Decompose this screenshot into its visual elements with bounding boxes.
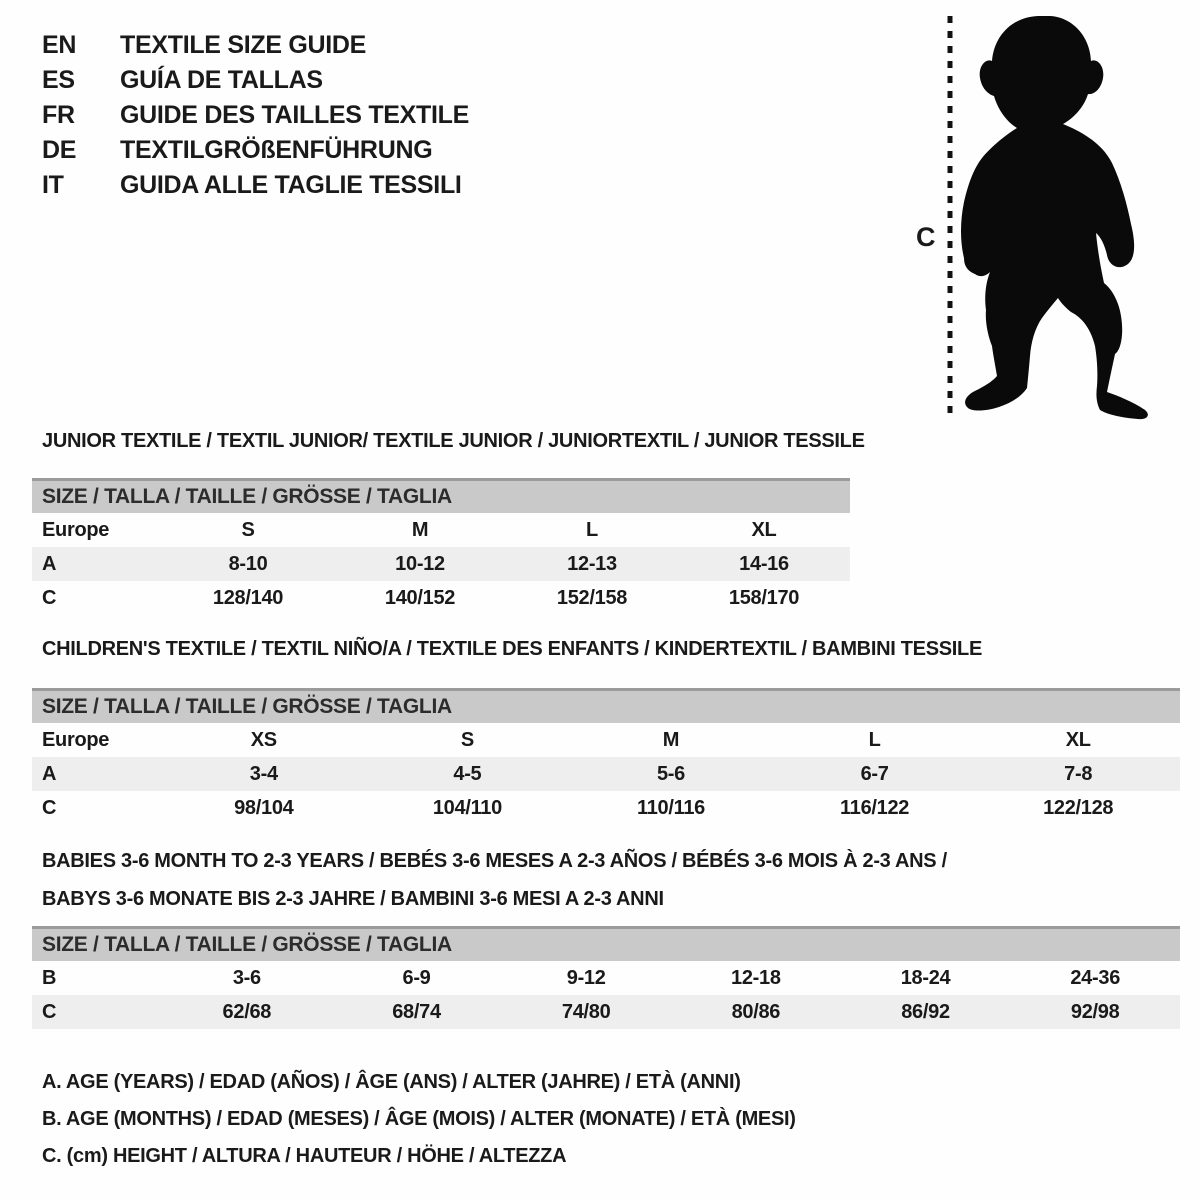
- row-label: A: [42, 553, 57, 575]
- table-row: [32, 791, 1180, 825]
- row-label: Europe: [42, 519, 110, 541]
- table-cell: 18-24: [900, 967, 951, 989]
- table-cell: 80/86: [731, 1001, 781, 1023]
- babies-size-table: [32, 926, 1180, 1029]
- lang-row-it: [42, 168, 469, 203]
- table-cell: 122/128: [1043, 797, 1114, 819]
- table-row: [32, 723, 1180, 757]
- legend-line-a: A. AGE (YEARS) / EDAD (AÑOS) / ÂGE (ANS) / ALTER (JAHRE) / ETÀ (ANNI): [42, 1071, 741, 1093]
- table-cell: 110/116: [636, 797, 705, 819]
- table-cell: M: [662, 729, 680, 751]
- lang-code: ES: [42, 66, 75, 94]
- table-cell: S: [460, 729, 474, 751]
- table-cell: 5-6: [656, 763, 685, 785]
- lang-code: IT: [42, 171, 64, 199]
- table-cell: 86/92: [901, 1001, 950, 1023]
- table-cell: 7-8: [1064, 763, 1093, 785]
- table-cell: 152/158: [556, 587, 628, 609]
- table-cell: 68/74: [392, 1001, 441, 1023]
- table-row: [32, 961, 1180, 995]
- table-cell: 74/80: [561, 1001, 611, 1023]
- table-cell: 140/152: [384, 587, 456, 609]
- table-cell: XL: [751, 519, 777, 541]
- table-cell: 3-6: [232, 967, 261, 989]
- lang-label: TEXTILGRÖßENFÜHRUNG: [120, 136, 433, 164]
- section-title-babies: [42, 842, 947, 918]
- row-label: C: [42, 1001, 57, 1023]
- table-cell: XS: [250, 729, 277, 751]
- table-row: [32, 995, 1180, 1029]
- table-cell: 14-16: [739, 553, 789, 575]
- table-cell: 6-7: [860, 763, 889, 785]
- lang-label: GUIDA ALLE TAGLIE TESSILI: [120, 171, 462, 199]
- table-cell: 8-10: [228, 553, 268, 575]
- table-cell: 104/110: [432, 797, 502, 819]
- lang-code: DE: [42, 136, 77, 164]
- legend-line-c: C. (cm) HEIGHT / ALTURA / HAUTEUR / HÖHE / ALTEZZA: [42, 1145, 567, 1167]
- lang-label: TEXTILE SIZE GUIDE: [120, 31, 367, 59]
- size-table-header: SIZE / TALLA / TAILLE / GRÖSSE / TAGLIA: [32, 688, 1180, 723]
- table-cell: 12-13: [567, 553, 617, 575]
- table-cell: 12-18: [731, 967, 781, 989]
- table-cell: M: [411, 519, 429, 541]
- table-row: [32, 581, 850, 615]
- section-title-children: CHILDREN'S TEXTILE / TEXTIL NIÑO/A / TEXTILE DES ENFANTS / KINDERTEXTIL / BAMBINI TESSILE: [42, 638, 982, 660]
- lang-code: FR: [42, 101, 75, 129]
- legend-line-b: B. AGE (MONTHS) / EDAD (MESES) / ÂGE (MOIS) / ALTER (MONATE) / ETÀ (MESI): [42, 1108, 796, 1130]
- table-cell: S: [241, 519, 255, 541]
- table-cell: XL: [1065, 729, 1091, 751]
- row-label: C: [42, 797, 57, 819]
- table-cell: L: [868, 729, 881, 751]
- lang-label: GUÍA DE TALLAS: [120, 66, 323, 94]
- lang-code: EN: [42, 31, 77, 59]
- toddler-silhouette-icon: [961, 16, 1148, 419]
- size-table-header: SIZE / TALLA / TAILLE / GRÖSSE / TAGLIA: [32, 926, 1180, 961]
- table-row: [32, 547, 850, 581]
- table-row: [32, 513, 850, 547]
- table-cell: 116/122: [840, 797, 910, 819]
- table-cell: 4-5: [453, 763, 482, 785]
- table-cell: 24-36: [1070, 967, 1121, 989]
- table-cell: 98/104: [234, 797, 294, 819]
- table-cell: 92/98: [1070, 1001, 1120, 1023]
- size-table-header: SIZE / TALLA / TAILLE / GRÖSSE / TAGLIA: [32, 478, 850, 513]
- lang-row-fr: [42, 98, 469, 133]
- row-label: Europe: [42, 729, 110, 751]
- junior-size-table: [32, 478, 850, 615]
- height-line-label: C: [916, 222, 936, 252]
- table-cell: 6-9: [402, 967, 431, 989]
- table-cell: L: [586, 519, 598, 541]
- language-title-list: [42, 28, 469, 203]
- table-cell: 128/140: [212, 587, 284, 609]
- row-label: C: [42, 587, 57, 609]
- table-cell: 158/170: [728, 587, 800, 609]
- lang-row-en: [42, 28, 469, 63]
- lang-label: GUIDE DES TAILLES TEXTILE: [120, 101, 470, 129]
- babies-title-line1: BABIES 3-6 MONTH TO 2-3 YEARS / BEBÉS 3-6 MESES A 2-3 AÑOS / BÉBÉS 3-6 MOIS À 2-3 ANS /: [42, 850, 947, 872]
- row-label: B: [42, 967, 57, 989]
- lang-row-de: [42, 133, 469, 168]
- table-cell: 10-12: [395, 553, 445, 575]
- lang-row-es: [42, 63, 469, 98]
- table-cell: 62/68: [222, 1001, 272, 1023]
- row-label: A: [42, 763, 57, 785]
- children-size-table: [32, 688, 1180, 825]
- legend-block: [42, 1064, 796, 1175]
- table-cell: 9-12: [566, 967, 606, 989]
- babies-title-line2: BABYS 3-6 MONATE BIS 2-3 JAHRE / BAMBINI 3-6 MESI A 2-3 ANNI: [42, 888, 664, 910]
- table-row: [32, 757, 1180, 791]
- table-cell: 3-4: [249, 763, 278, 785]
- section-title-junior: JUNIOR TEXTILE / TEXTIL JUNIOR/ TEXTILE JUNIOR / JUNIORTEXTIL / JUNIOR TESSILE: [42, 430, 865, 452]
- height-figure: [900, 6, 1200, 430]
